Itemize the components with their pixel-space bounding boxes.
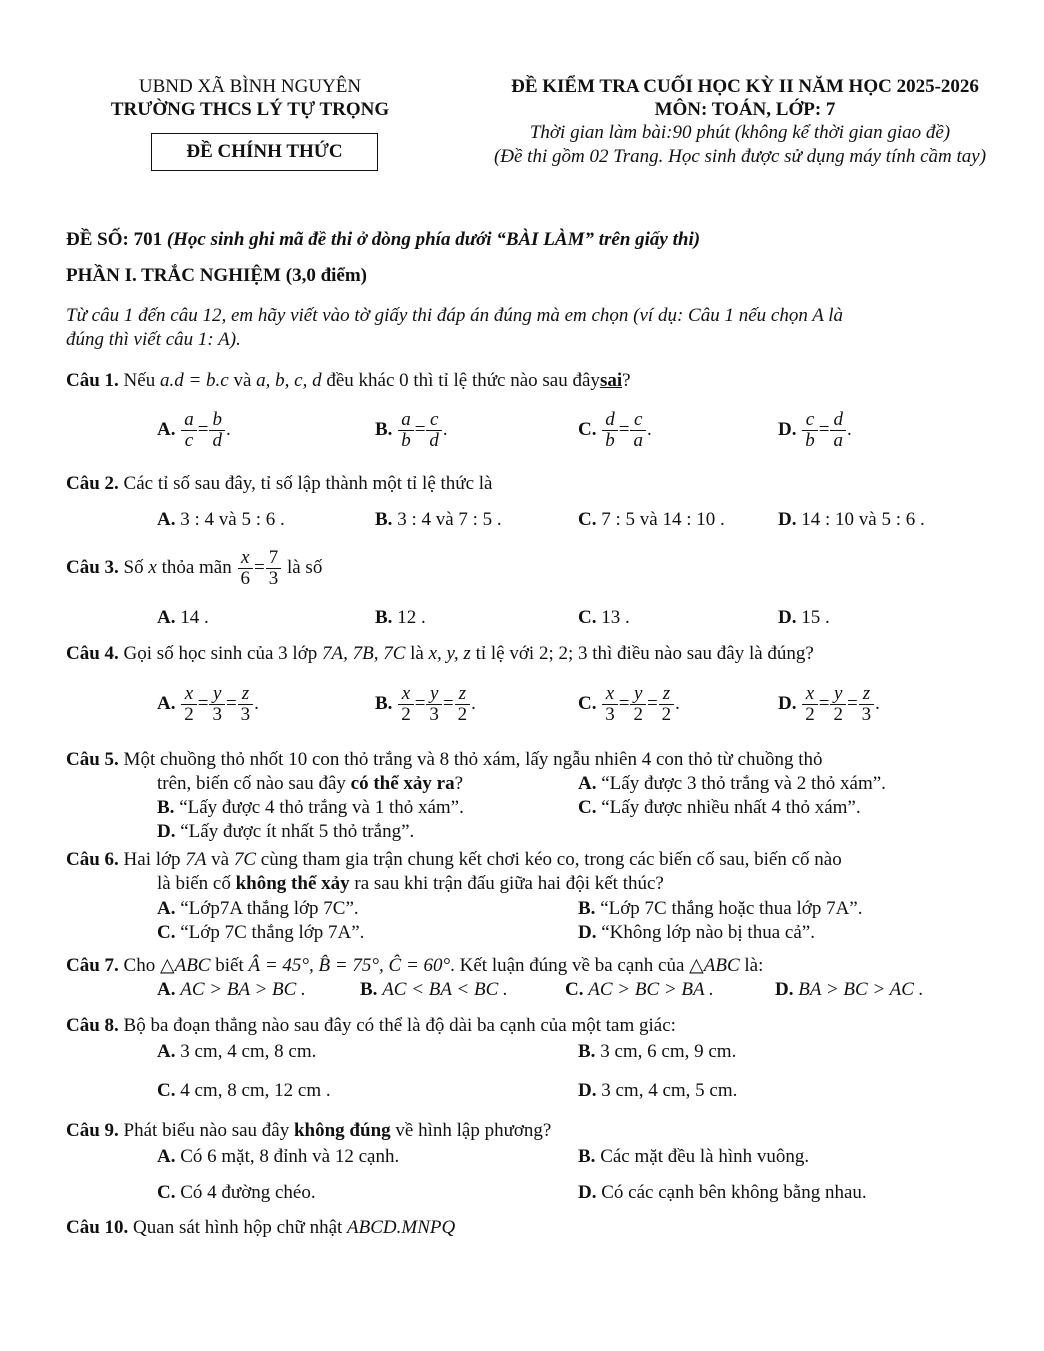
- question-7: Câu 7. Cho △ABC biết Â = 45°, B̂ = 75°, Ĉ = 60°. Kết luận đúng về ba cạnh của △ABC là:: [66, 955, 764, 976]
- q9-emph: không đúng: [293, 1120, 391, 1141]
- question-1: [66, 370, 631, 392]
- q4-frac: $\frac{x}{2}$: [181, 684, 197, 725]
- q1-frac-left: $\frac{a}{b}$: [398, 410, 414, 451]
- q3-option-b: B. 12 .: [375, 607, 426, 628]
- official-stamp-box: [151, 133, 378, 171]
- q2-option-c: C. 7 : 5 và 14 : 10 .: [578, 509, 725, 530]
- question-6: Câu 6. Hai lớp 7A và 7C cùng tham gia trận chung kết chơi kéo co, trong các biến cố sau, biến cố nào: [66, 849, 842, 870]
- q1-emph: sai: [599, 370, 623, 391]
- exam-subject: MÔN: TOÁN, LỚP: 7: [654, 99, 836, 120]
- q9-option-b: B. Các mặt đều là hình vuông.: [578, 1146, 810, 1167]
- q4-frac: $\frac{z}{3}$: [238, 684, 254, 725]
- q1-option-a: A. $\frac{a}{c}$ = $\frac{b}{d}$ .: [157, 409, 231, 451]
- q7-option-c: C. AC > BC > BA .: [565, 979, 714, 1000]
- q4-vars: x, y, z: [428, 643, 471, 664]
- exam-code-label: ĐỀ SỐ: 701: [66, 229, 163, 250]
- q4-frac: $\frac{x}{3}$: [602, 684, 618, 725]
- q9-option-c: C. Có 4 đường chéo.: [157, 1182, 316, 1203]
- q4-text-a: Gọi số học sinh của 3 lớp: [123, 643, 318, 664]
- question-9: Câu 9. Phát biểu nào sau đây không đúng về hình lập phương?: [66, 1120, 552, 1141]
- q6-option-b: B. “Lớp 7C thắng hoặc thua lớp 7A”.: [578, 898, 863, 919]
- question-2-label: Câu 2.: [66, 473, 119, 494]
- q2-option-b: B. 3 : 4 và 7 : 5 .: [375, 509, 502, 530]
- q4-frac: $\frac{x}{2}$: [398, 684, 414, 725]
- q3-option-d: D. 15 .: [778, 607, 830, 628]
- q1-text-c: đều khác 0 thì tỉ lệ thức nào sau đây: [326, 370, 600, 391]
- q4-frac: $\frac{y}{2}$: [830, 684, 846, 725]
- q3-frac-right: $\frac{7}{3}$: [266, 548, 282, 589]
- q1-expr: a.d = b.c: [159, 370, 229, 391]
- official-label: ĐỀ CHÍNH THỨC: [186, 141, 343, 162]
- q4-option-a: A. $\frac{x}{2}$ = $\frac{y}{3}$ = $\frac{z}{3}$ .: [157, 683, 259, 725]
- q7-angles: Â = 45°, B̂ = 75°, Ĉ = 60°: [248, 955, 451, 976]
- exam-duration: Thời gian làm bài:90 phút (không kể thời gian giao đề): [529, 122, 951, 143]
- q4-frac: $\frac{y}{3}$: [426, 684, 442, 725]
- q7-option-a: A. AC > BA > BC .: [157, 979, 306, 1000]
- part1-title: PHẦN I. TRẮC NGHIỆM (3,0 điểm): [66, 265, 368, 286]
- q4-classes: 7A, 7B, 7C: [322, 643, 406, 664]
- q4-text-c: tỉ lệ với: [475, 643, 535, 664]
- question-10: Câu 10. Quan sát hình hộp chữ nhật ABCD.MNPQ: [66, 1217, 456, 1238]
- q2-option-d: D. 14 : 10 và 5 : 6 .: [778, 509, 925, 530]
- q4-option-c: C. $\frac{x}{3}$ = $\frac{y}{2}$ = $\frac{z}{2}$ .: [578, 683, 680, 725]
- question-10-label: Câu 10.: [66, 1217, 129, 1238]
- q2-text: Các tỉ số sau đây, tỉ số lập thành một tỉ lệ thức là: [123, 473, 493, 494]
- q1-frac-right: $\frac{c}{d}$: [426, 410, 442, 451]
- question-9-label: Câu 9.: [66, 1120, 119, 1141]
- q6-option-d: D. “Không lớp nào bị thua cả”.: [578, 922, 815, 943]
- question-3: Câu 3. Số x thỏa mãn $\frac{x}{6}$ = $\frac{7}{3}$ là số: [66, 547, 323, 589]
- q1-text-d: ?: [622, 370, 631, 391]
- q4-option-b: B. $\frac{x}{2}$ = $\frac{y}{3}$ = $\frac{z}{2}$ .: [375, 683, 476, 725]
- question-5-label: Câu 5.: [66, 749, 119, 770]
- q7-triangle: △ABC: [159, 955, 211, 976]
- school-district: UBND XÃ BÌNH NGUYÊN: [138, 76, 362, 97]
- q10-box-name: ABCD.MNPQ: [347, 1217, 456, 1238]
- q5-emph: có thể xảy ra: [350, 773, 455, 794]
- q4-frac: $\frac{y}{3}$: [209, 684, 225, 725]
- q8-option-d: D. 3 cm, 4 cm, 5 cm.: [578, 1080, 738, 1101]
- question-3-label: Câu 3.: [66, 556, 119, 578]
- q2-option-a: A. 3 : 4 và 5 : 6 .: [157, 509, 285, 530]
- exam-pages-note: (Đề thi gồm 02 Trang. Học sinh được sử dụng máy tính cầm tay): [493, 146, 987, 167]
- q3-text-c: là số: [286, 556, 323, 578]
- question-4-label: Câu 4.: [66, 643, 119, 664]
- q3-option-c: C. 13 .: [578, 607, 630, 628]
- q6-option-a: A. “Lớp7A thắng lớp 7C”.: [157, 898, 359, 919]
- q1-vars: a, b, c, d: [256, 370, 322, 391]
- q1-frac-right: $\frac{d}{a}$: [830, 410, 846, 451]
- question-7-label: Câu 7.: [66, 955, 119, 976]
- question-8-label: Câu 8.: [66, 1015, 119, 1036]
- q3-var: x: [148, 556, 157, 578]
- exam-title: ĐỀ KIỂM TRA CUỐI HỌC KỲ II NĂM HỌC 2025-2026: [511, 76, 979, 97]
- q8-option-c: C. 4 cm, 8 cm, 12 cm .: [157, 1080, 331, 1101]
- q4-frac: $\frac{z}{2}$: [455, 684, 471, 725]
- q4-ratio: 2; 2; 3: [538, 643, 588, 664]
- q9-option-a: A. Có 6 mặt, 8 đỉnh và 12 cạnh.: [157, 1146, 400, 1167]
- q5-option-c: C. “Lấy được nhiều nhất 4 thỏ xám”.: [578, 797, 861, 818]
- q1-text-a: Nếu: [123, 370, 156, 391]
- q1-text-b: và: [233, 370, 252, 391]
- q1-option-b: B. $\frac{a}{b}$ = $\frac{c}{d}$ .: [375, 409, 448, 451]
- school-name: TRƯỜNG THCS LÝ TỰ TRỌNG: [110, 99, 390, 120]
- q5-line2: trên, biến cố nào sau đây có thể xảy ra?: [157, 773, 464, 794]
- part1-instructions-line2: đúng thì viết câu 1: A).: [66, 329, 241, 350]
- q1-frac-right: $\frac{c}{a}$: [630, 410, 646, 451]
- q3-option-a: A. 14 .: [157, 607, 209, 628]
- q4-option-d: D. $\frac{x}{2}$ = $\frac{y}{2}$ = $\frac{z}{3}$ .: [778, 683, 880, 725]
- q4-text-d: thì điều nào sau đây là đúng?: [592, 643, 814, 664]
- q3-text-a: Số: [123, 556, 144, 578]
- q1-option-d: D. $\frac{c}{b}$ = $\frac{d}{a}$ .: [778, 409, 852, 451]
- q6-line2: là biến cố không thể xảy ra sau khi trận đấu giữa hai đội kết thúc?: [157, 873, 664, 894]
- q8-option-b: B. 3 cm, 6 cm, 9 cm.: [578, 1041, 737, 1062]
- q3-frac-left: $\frac{x}{6}$: [238, 548, 254, 589]
- question-1-label: Câu 1.: [66, 370, 119, 391]
- q3-text-b: thỏa mãn: [161, 556, 232, 578]
- q1-frac-left: $\frac{a}{c}$: [181, 410, 197, 451]
- q6-emph: không thể xảy: [235, 873, 350, 894]
- q4-frac: $\frac{y}{2}$: [630, 684, 646, 725]
- part1-instructions-line1: Từ câu 1 đến câu 12, em hãy viết vào tờ giấy thi đáp án đúng mà em chọn (ví dụ: Câu 1 nếu chọn A là: [66, 305, 844, 326]
- question-4: [66, 643, 814, 665]
- q7-option-d: D. BA > BC > AC .: [775, 979, 924, 1000]
- question-2: [66, 473, 493, 495]
- q1-frac-left: $\frac{c}{b}$: [802, 410, 818, 451]
- question-8: Câu 8. Bộ ba đoạn thẳng nào sau đây có thể là độ dài ba cạnh của một tam giác:: [66, 1015, 676, 1036]
- q5-option-b: B. “Lấy được 4 thỏ trắng và 1 thỏ xám”.: [157, 797, 464, 818]
- q8-option-a: A. 3 cm, 4 cm, 8 cm.: [157, 1041, 317, 1062]
- q6-option-c: C. “Lớp 7C thắng lớp 7A”.: [157, 922, 365, 943]
- question-5: [66, 749, 823, 771]
- question-6-label: Câu 6.: [66, 849, 119, 870]
- q9-option-d: D. Có các cạnh bên không bằng nhau.: [578, 1182, 867, 1203]
- q5-line1: Một chuồng thỏ nhốt 10 con thỏ trắng và 8 thỏ xám, lấy ngẫu nhiên 4 con thỏ từ chuồng thỏ: [123, 749, 823, 770]
- exam-code-line: [66, 229, 700, 251]
- q7-option-b: B. AC < BA < BC .: [360, 979, 508, 1000]
- q1-frac-left: $\frac{d}{b}$: [602, 410, 618, 451]
- q4-text-b: là: [410, 643, 424, 664]
- q4-frac: $\frac{x}{2}$: [802, 684, 818, 725]
- q4-frac: $\frac{z}{2}$: [659, 684, 675, 725]
- exam-code-note: (Học sinh ghi mã đề thi ở dòng phía dưới “BÀI LÀM” trên giấy thi): [166, 229, 701, 250]
- q5-option-a: A. “Lấy được 3 thỏ trắng và 2 thỏ xám”.: [578, 773, 886, 794]
- q5-option-d: D. “Lấy được ít nhất 5 thỏ trắng”.: [157, 821, 415, 842]
- q1-option-c: C. $\frac{d}{b}$ = $\frac{c}{a}$ .: [578, 409, 652, 451]
- q1-frac-right: $\frac{b}{d}$: [209, 410, 225, 451]
- q4-frac: $\frac{z}{3}$: [859, 684, 875, 725]
